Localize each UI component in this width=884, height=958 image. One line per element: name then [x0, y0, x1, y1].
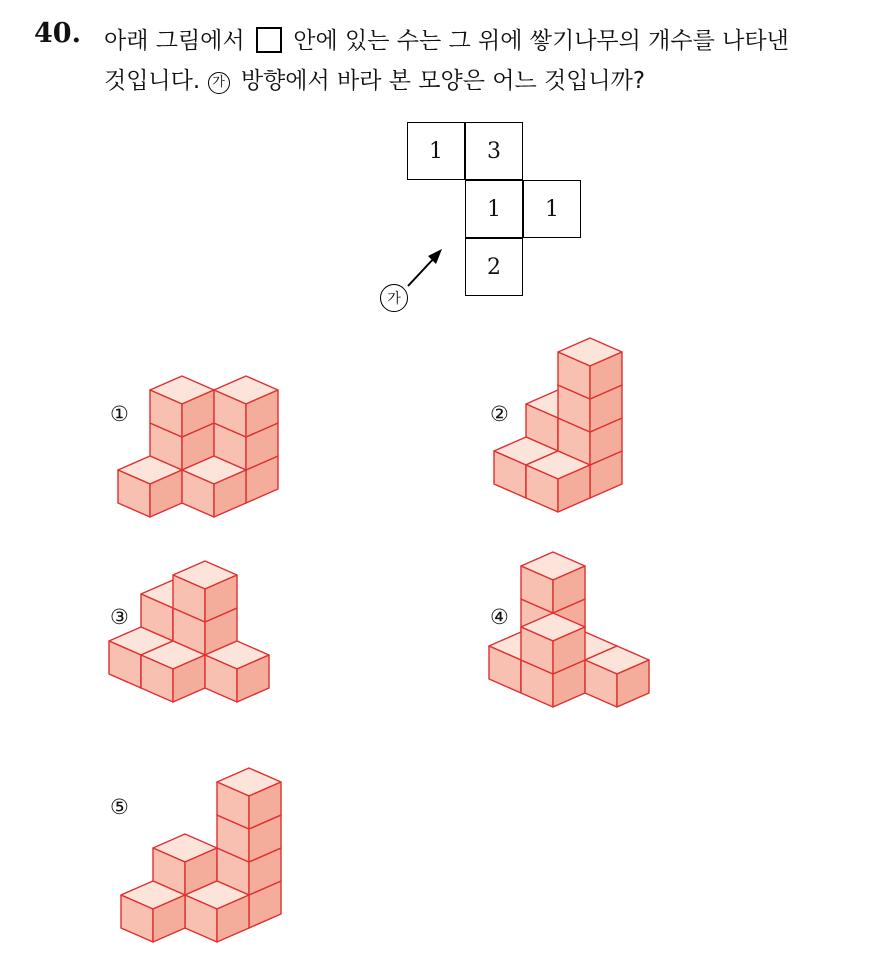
- option-label-1[interactable]: ①: [110, 402, 129, 426]
- question-text-part3: 방향에서 바라 본 모양은 어느 것입니까?: [240, 68, 646, 94]
- question-number: 40.: [34, 18, 81, 49]
- question-text-part1: 아래 그림에서: [104, 28, 245, 54]
- direction-label: 가: [380, 284, 408, 312]
- grid-cell: 1: [407, 122, 465, 180]
- option-label-4[interactable]: ④: [490, 605, 509, 629]
- option-figure-5[interactable]: [121, 768, 281, 942]
- grid-cell: 1: [523, 180, 581, 238]
- option-figure-3[interactable]: [109, 561, 269, 702]
- grid-cell: 3: [465, 122, 523, 180]
- question-text-prefix: 것입니다.: [104, 68, 201, 94]
- option-figure-1[interactable]: [118, 376, 278, 517]
- grid-cell: 1: [465, 180, 523, 238]
- option-figure-2[interactable]: [494, 338, 622, 512]
- option-label-3[interactable]: ③: [110, 605, 129, 629]
- option-label-2[interactable]: ②: [490, 402, 509, 426]
- option-figure-4[interactable]: [489, 552, 649, 707]
- direction-marker-icon: 가: [208, 72, 230, 94]
- question-text-part2: 안에 있는 수는 그 위에 쌓기나무의 개수를 나타낸: [293, 28, 789, 54]
- grid-cell: 2: [465, 238, 523, 296]
- option-label-5[interactable]: ⑤: [110, 795, 129, 819]
